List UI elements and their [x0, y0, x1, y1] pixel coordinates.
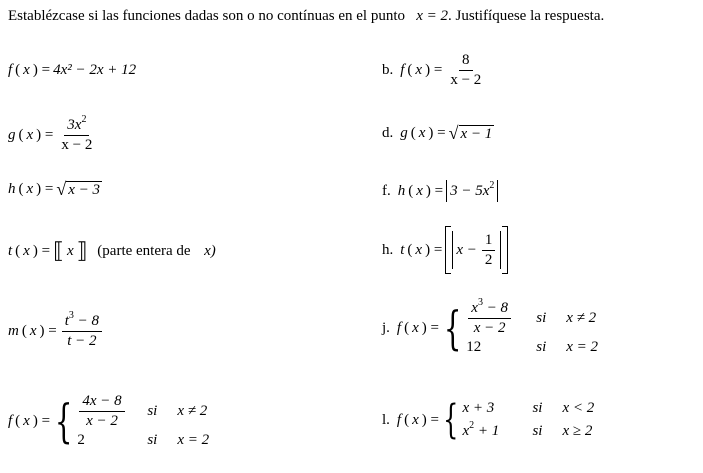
- case-si: si: [532, 400, 543, 416]
- case-expression: 12: [466, 339, 482, 355]
- statement-tail: . Justifíquese la respuesta.: [448, 8, 605, 24]
- item-label: d.: [382, 124, 394, 141]
- case-row: [466, 339, 626, 356]
- piecewise-cases: [77, 393, 237, 449]
- denominator: x − 2: [86, 413, 118, 429]
- case-row: [77, 393, 237, 430]
- function-var: x: [23, 242, 30, 259]
- item-g: t ( x ) = ⟦ x ⟧ (parte entera de x): [8, 238, 216, 263]
- denominator: x − 2: [473, 320, 506, 336]
- case-row: [466, 297, 626, 337]
- case-condition: x ≠ 2: [177, 403, 208, 419]
- case-expression: [77, 393, 147, 430]
- piecewise-cases: [462, 400, 622, 440]
- item-label: l.: [382, 411, 390, 428]
- exponent: 2: [489, 179, 495, 191]
- floor-bracket-left-icon: ⟦: [53, 238, 64, 263]
- numerator-base: 3x: [67, 117, 82, 133]
- function-var: x: [412, 411, 419, 428]
- case-base: x: [462, 423, 470, 439]
- item-f: f. h ( x ) = $3 - 5x^2$: [382, 180, 498, 202]
- statement-point: x = 2: [416, 8, 449, 24]
- exponent: 3: [68, 310, 74, 321]
- function-name: f: [396, 319, 402, 336]
- function-name: t: [8, 242, 13, 259]
- numerator-base: t: [64, 313, 69, 329]
- case-si: si: [147, 403, 158, 419]
- function-var: x: [412, 319, 419, 336]
- statement-text: Establézcase si las funciones dadas son o no contínuas en el punto: [8, 8, 405, 24]
- exercise-statement: [8, 8, 604, 25]
- case-si: si: [536, 310, 547, 326]
- abs-bar-left: [446, 180, 447, 202]
- function-name: g: [400, 124, 408, 141]
- case-expression: [462, 420, 532, 440]
- denominator: 2: [484, 251, 493, 268]
- item-d: d. g ( x ) = √ x − 1: [382, 123, 493, 143]
- case-condition: x ≠ 2: [566, 310, 597, 326]
- function-var: x: [418, 124, 426, 141]
- function-var: x: [26, 180, 34, 197]
- function-name: g: [8, 127, 16, 143]
- abs-bar-right: [497, 180, 498, 202]
- case-row: [77, 432, 237, 449]
- brace-icon: {: [443, 397, 459, 443]
- item-l: l. f ( x ) = { x + 3 si x < 2 $x^2 + 1$ si x ≥ 2: [382, 400, 622, 440]
- numerator: [62, 310, 102, 332]
- radicand: x − 3: [68, 182, 101, 198]
- numerator-base: x: [471, 300, 478, 316]
- note-var: x): [204, 242, 216, 259]
- item-label: b.: [382, 62, 394, 78]
- brace-icon: {: [443, 301, 462, 355]
- function-var: x: [416, 182, 423, 199]
- case-expression: [466, 297, 536, 337]
- piecewise-cases: [466, 297, 626, 356]
- function-name: m: [8, 323, 19, 339]
- exponent: 2: [469, 420, 475, 431]
- case-si: si: [147, 432, 158, 448]
- fraction: [58, 114, 95, 154]
- radical-sign-icon: √: [448, 123, 459, 143]
- item-c: g ( x ) = $\frac{3x^2}{x - 2}$: [8, 117, 97, 154]
- numerator: [468, 297, 511, 319]
- exponent: 2: [81, 114, 87, 125]
- abs-inner: 3 − 5x: [450, 182, 490, 199]
- denominator: x − 2: [61, 137, 93, 153]
- square-root: [449, 124, 495, 142]
- function-var: x: [415, 241, 423, 258]
- item-k: f ( x ) = { $\frac{4x - 8}{x - 2}$ si x ≠ 2 2 si x = 2: [8, 393, 237, 449]
- floor-bracket-right-outer: [502, 226, 508, 274]
- item-i: m ( x ) = $\frac{t^3 - 8}{t - 2}$: [8, 313, 104, 350]
- case-si: si: [532, 423, 543, 439]
- numerator-tail: − 8: [482, 300, 509, 316]
- function-name: f: [400, 62, 405, 78]
- case-row: [462, 420, 622, 440]
- abs-content: [450, 179, 495, 200]
- case-condition: x = 2: [566, 339, 599, 355]
- floor-bracket-left-outer: [445, 226, 451, 274]
- item-label: h.: [382, 241, 394, 258]
- item-label: j.: [382, 319, 390, 336]
- function-name: h: [397, 182, 406, 199]
- fraction: [79, 393, 124, 430]
- function-expression: 4x² − 2x + 12: [53, 62, 137, 78]
- brace-icon: {: [54, 394, 73, 448]
- radicand: x − 1: [460, 126, 493, 142]
- numerator-tail: − 8: [73, 313, 100, 329]
- denominator: x − 2: [450, 72, 482, 88]
- item-a: f ( x ) = 4x² − 2x + 12: [8, 62, 137, 78]
- exponent: 3: [477, 297, 483, 308]
- function-var: x: [29, 323, 37, 339]
- numerator: 1: [482, 232, 496, 251]
- numerator: [64, 114, 89, 136]
- fraction: [447, 52, 484, 89]
- function-name: t: [400, 241, 405, 258]
- function-var: x: [23, 62, 30, 78]
- function-var: x: [415, 62, 423, 78]
- function-var: x: [23, 412, 30, 429]
- function-name: h: [8, 180, 16, 197]
- item-h: h. t ( x ) = x − $\frac{1}{2}$: [382, 226, 508, 274]
- function-name: f: [8, 62, 13, 78]
- item-e: h ( x ) = √ x − 3: [8, 179, 101, 199]
- case-row: [462, 400, 622, 417]
- denominator: t − 2: [67, 333, 97, 349]
- numerator: 8: [459, 52, 473, 71]
- radical-sign-icon: √: [56, 179, 67, 199]
- item-b: b. f ( x ) = $\frac{8}{x - 2}$: [382, 52, 486, 89]
- case-expression: x + 3: [462, 400, 495, 416]
- item-j: j. f ( x ) = { $\frac{x^3 - 8}{x - 2}$ si x ≠ 2 12 si x = 2: [382, 300, 626, 356]
- case-condition: x = 2: [177, 432, 210, 448]
- floor-inner: x: [66, 242, 74, 259]
- inner-expression: x −: [456, 241, 477, 258]
- fraction: [468, 297, 511, 337]
- fraction: [62, 310, 102, 350]
- floor-bracket-right-icon: ⟧: [76, 238, 88, 263]
- abs-bar-left: [452, 231, 453, 269]
- note-text: (parte entera de: [97, 242, 191, 259]
- numerator: 4x − 8: [79, 393, 124, 412]
- function-name: f: [396, 411, 402, 428]
- case-condition: x ≥ 2: [562, 423, 593, 439]
- fraction: [482, 232, 496, 269]
- case-expression: 2: [77, 432, 85, 448]
- item-label: f.: [382, 182, 391, 199]
- function-var: x: [26, 127, 34, 143]
- case-tail: + 1: [474, 423, 500, 439]
- square-root: [56, 180, 102, 198]
- function-name: f: [8, 412, 13, 429]
- case-condition: x < 2: [562, 400, 595, 416]
- case-si: si: [536, 339, 547, 355]
- abs-bar-right: [500, 231, 501, 269]
